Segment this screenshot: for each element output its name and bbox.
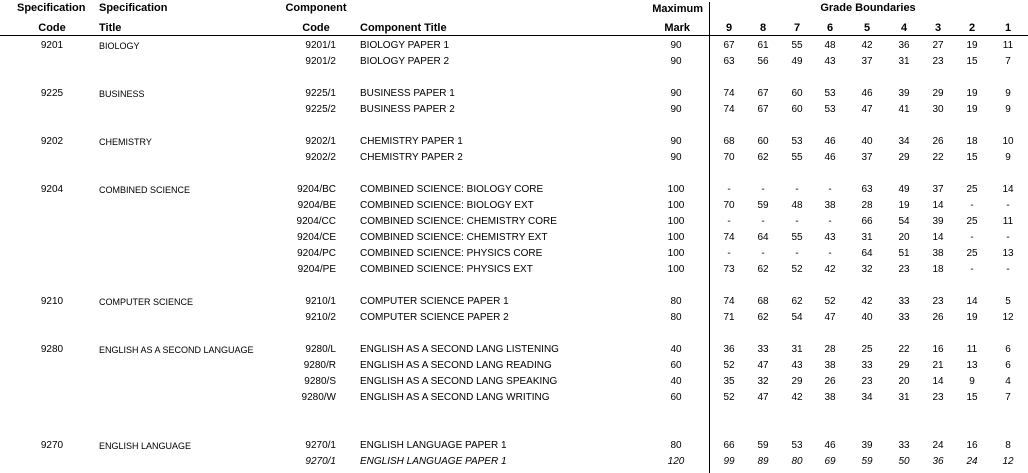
grade-boundary-6: 42 bbox=[824, 264, 836, 275]
grade-boundary-5: 25 bbox=[861, 344, 873, 355]
grade-boundary-2: - bbox=[970, 264, 974, 275]
maximum-mark: 100 bbox=[667, 184, 685, 195]
component-title: ENGLISH AS A SECOND LANG LISTENING bbox=[360, 344, 559, 355]
header-spec-code-line2: Code bbox=[38, 22, 66, 34]
grade-boundary-8: 33 bbox=[757, 344, 769, 355]
grade-boundary-7: 55 bbox=[791, 232, 803, 243]
grade-boundary-1: - bbox=[1006, 232, 1010, 243]
grade-boundary-9: 99 bbox=[723, 456, 735, 467]
spec-title: BIOLOGY bbox=[99, 41, 140, 51]
grade-boundary-9: - bbox=[727, 216, 731, 227]
component-title: CHEMISTRY PAPER 1 bbox=[360, 136, 463, 147]
grade-boundary-4: 20 bbox=[898, 232, 910, 243]
grade-boundary-9: 73 bbox=[723, 264, 735, 275]
spec-title: CHEMISTRY bbox=[99, 137, 152, 147]
grade-header-1: 1 bbox=[1004, 22, 1012, 34]
grade-boundary-6: 46 bbox=[824, 440, 836, 451]
component-title: COMBINED SCIENCE: CHEMISTRY CORE bbox=[360, 216, 557, 227]
component-code: 9204/PE bbox=[297, 264, 336, 275]
component-code: 9280/S bbox=[304, 376, 336, 387]
grade-boundary-9: 74 bbox=[723, 104, 735, 115]
grade-boundary-8: 62 bbox=[757, 312, 769, 323]
grade-boundary-2: 15 bbox=[966, 56, 978, 67]
grade-boundary-6: 53 bbox=[824, 88, 836, 99]
grade-boundary-3: 30 bbox=[932, 104, 944, 115]
grade-boundary-6: - bbox=[828, 248, 832, 259]
component-title: BUSINESS PAPER 1 bbox=[360, 88, 455, 99]
grade-boundary-8: 64 bbox=[757, 232, 769, 243]
grade-boundary-4: 39 bbox=[898, 88, 910, 99]
grade-boundary-5: 64 bbox=[861, 248, 873, 259]
grade-boundary-1: - bbox=[1006, 200, 1010, 211]
grade-boundary-3: 29 bbox=[932, 88, 944, 99]
grade-boundary-7: 80 bbox=[791, 456, 803, 467]
grade-boundary-9: 71 bbox=[723, 312, 735, 323]
grade-boundary-7: 55 bbox=[791, 40, 803, 51]
component-code: 9210/2 bbox=[305, 312, 336, 323]
spec-title: BUSINESS bbox=[99, 89, 145, 99]
component-code: 9270/1 bbox=[305, 456, 336, 467]
spec-code: 9201 bbox=[40, 40, 64, 51]
grade-boundary-9: 63 bbox=[723, 56, 735, 67]
grade-boundary-2: 25 bbox=[966, 248, 978, 259]
grade-boundary-7: 31 bbox=[791, 344, 803, 355]
grade-boundary-4: 19 bbox=[898, 200, 910, 211]
spec-code: 9225 bbox=[40, 88, 64, 99]
grade-boundary-5: 34 bbox=[861, 392, 873, 403]
header-spec-title-line1: Specification bbox=[99, 2, 168, 14]
grade-boundary-9: 67 bbox=[723, 40, 735, 51]
grade-boundary-4: 29 bbox=[898, 360, 910, 371]
grade-boundary-6: 69 bbox=[824, 456, 836, 467]
grade-boundary-1: 6 bbox=[1005, 344, 1011, 355]
maximum-mark: 90 bbox=[670, 152, 682, 163]
grade-boundary-3: 22 bbox=[932, 152, 944, 163]
component-title: ENGLISH LANGUAGE PAPER 1 bbox=[360, 440, 507, 451]
grade-boundary-4: 33 bbox=[898, 312, 910, 323]
maximum-mark: 120 bbox=[667, 456, 685, 467]
grade-boundary-1: 12 bbox=[1002, 456, 1014, 467]
grade-boundary-5: 23 bbox=[861, 376, 873, 387]
component-title: COMPUTER SCIENCE PAPER 1 bbox=[360, 296, 509, 307]
grade-boundary-5: 28 bbox=[861, 200, 873, 211]
grade-boundary-3: 37 bbox=[932, 184, 944, 195]
grade-boundary-7: 60 bbox=[791, 104, 803, 115]
component-code: 9202/1 bbox=[305, 136, 336, 147]
grade-boundary-9: 35 bbox=[723, 376, 735, 387]
grade-boundary-1: 9 bbox=[1005, 88, 1011, 99]
grade-boundary-9: 74 bbox=[723, 296, 735, 307]
grade-boundary-4: 49 bbox=[898, 184, 910, 195]
grade-boundary-2: - bbox=[970, 232, 974, 243]
grade-boundary-2: 15 bbox=[966, 392, 978, 403]
grade-boundary-1: 11 bbox=[1002, 216, 1014, 227]
grade-boundary-6: 48 bbox=[824, 40, 836, 51]
header-comp-code-line1: Component bbox=[285, 2, 347, 14]
component-code: 9204/BE bbox=[297, 200, 336, 211]
grade-boundary-1: 7 bbox=[1005, 392, 1011, 403]
component-title: BUSINESS PAPER 2 bbox=[360, 104, 455, 115]
grade-boundary-4: 50 bbox=[898, 456, 910, 467]
component-code: 9204/BC bbox=[297, 184, 336, 195]
grade-boundary-3: 27 bbox=[932, 40, 944, 51]
grade-boundary-8: 59 bbox=[757, 200, 769, 211]
grade-boundary-3: 26 bbox=[932, 312, 944, 323]
grade-boundary-9: 68 bbox=[723, 136, 735, 147]
maximum-mark: 100 bbox=[667, 264, 685, 275]
component-title: ENGLISH AS A SECOND LANG READING bbox=[360, 360, 552, 371]
component-code: 9280/W bbox=[301, 392, 336, 403]
grade-boundary-6: 38 bbox=[824, 200, 836, 211]
grade-boundary-9: 74 bbox=[723, 88, 735, 99]
maximum-mark: 40 bbox=[670, 376, 682, 387]
maximum-mark: 40 bbox=[670, 344, 682, 355]
component-title: COMBINED SCIENCE: PHYSICS EXT bbox=[360, 264, 533, 275]
grade-boundary-4: 33 bbox=[898, 440, 910, 451]
grade-boundary-1: 5 bbox=[1005, 296, 1011, 307]
grade-boundary-5: 66 bbox=[861, 216, 873, 227]
component-code: 9204/CC bbox=[296, 216, 336, 227]
grade-boundary-3: 36 bbox=[932, 456, 944, 467]
grade-boundary-5: 42 bbox=[861, 296, 873, 307]
maximum-mark: 60 bbox=[670, 392, 682, 403]
grade-boundary-3: 38 bbox=[932, 248, 944, 259]
grade-boundary-6: 26 bbox=[824, 376, 836, 387]
grade-boundary-7: - bbox=[795, 248, 799, 259]
grade-boundary-6: 28 bbox=[824, 344, 836, 355]
grade-boundary-2: 14 bbox=[966, 296, 978, 307]
grade-boundary-6: 43 bbox=[824, 56, 836, 67]
component-code: 9225/1 bbox=[305, 88, 336, 99]
spec-code: 9202 bbox=[40, 136, 64, 147]
grade-boundary-5: 47 bbox=[861, 104, 873, 115]
grade-boundary-6: 38 bbox=[824, 360, 836, 371]
maximum-mark: 90 bbox=[670, 136, 682, 147]
grade-boundary-8: 56 bbox=[757, 56, 769, 67]
grade-boundary-7: - bbox=[795, 184, 799, 195]
grade-boundary-4: 41 bbox=[898, 104, 910, 115]
component-title: COMBINED SCIENCE: CHEMISTRY EXT bbox=[360, 232, 548, 243]
grade-boundary-7: 52 bbox=[791, 264, 803, 275]
header-comp-title: Component Title bbox=[360, 22, 447, 34]
grade-header-2: 2 bbox=[968, 22, 976, 34]
grade-header-8: 8 bbox=[759, 22, 767, 34]
component-code: 9201/2 bbox=[305, 56, 336, 67]
grade-boundary-1: 13 bbox=[1002, 248, 1014, 259]
grade-boundary-7: 55 bbox=[791, 152, 803, 163]
grade-boundary-5: 31 bbox=[861, 232, 873, 243]
grade-boundary-2: 18 bbox=[966, 136, 978, 147]
header-max-line1: Maximum bbox=[652, 3, 703, 15]
grade-boundary-6: 46 bbox=[824, 136, 836, 147]
grade-boundary-6: 46 bbox=[824, 152, 836, 163]
grade-boundary-6: 47 bbox=[824, 312, 836, 323]
grade-boundary-5: 59 bbox=[861, 456, 873, 467]
spec-code: 9270 bbox=[40, 440, 64, 451]
grade-boundary-6: - bbox=[828, 216, 832, 227]
component-title: BIOLOGY PAPER 1 bbox=[360, 40, 450, 51]
component-title: CHEMISTRY PAPER 2 bbox=[360, 152, 463, 163]
grade-boundary-1: 9 bbox=[1005, 104, 1011, 115]
grade-boundary-1: 10 bbox=[1002, 136, 1014, 147]
grade-boundary-3: 23 bbox=[932, 392, 944, 403]
maximum-mark: 90 bbox=[670, 88, 682, 99]
grade-boundary-5: 33 bbox=[861, 360, 873, 371]
grade-boundary-2: 9 bbox=[969, 376, 975, 387]
grade-boundary-7: 43 bbox=[791, 360, 803, 371]
grade-boundary-4: 34 bbox=[898, 136, 910, 147]
grade-boundary-9: 74 bbox=[723, 232, 735, 243]
grade-boundary-1: - bbox=[1006, 264, 1010, 275]
component-code: 9210/1 bbox=[305, 296, 336, 307]
grade-boundary-6: 52 bbox=[824, 296, 836, 307]
maximum-mark: 80 bbox=[670, 296, 682, 307]
grade-boundary-7: 53 bbox=[791, 136, 803, 147]
grade-boundary-2: 19 bbox=[966, 104, 978, 115]
grade-boundary-7: 54 bbox=[791, 312, 803, 323]
grade-boundary-9: - bbox=[727, 248, 731, 259]
maximum-mark: 100 bbox=[667, 232, 685, 243]
grade-header-6: 6 bbox=[826, 22, 834, 34]
grade-boundary-8: 62 bbox=[757, 264, 769, 275]
grade-boundary-9: 66 bbox=[723, 440, 735, 451]
grade-boundary-3: 23 bbox=[932, 56, 944, 67]
grade-boundary-3: 14 bbox=[932, 200, 944, 211]
grade-boundary-8: 47 bbox=[757, 392, 769, 403]
grade-boundary-7: 49 bbox=[791, 56, 803, 67]
maximum-mark: 100 bbox=[667, 248, 685, 259]
grade-boundary-2: 24 bbox=[966, 456, 978, 467]
component-code: 9280/R bbox=[303, 360, 336, 371]
grade-boundary-7: - bbox=[795, 216, 799, 227]
grade-boundary-1: 7 bbox=[1005, 56, 1011, 67]
grade-boundary-8: 61 bbox=[757, 40, 769, 51]
component-code: 9204/PC bbox=[297, 248, 336, 259]
grade-boundary-4: 51 bbox=[898, 248, 910, 259]
grade-boundary-7: 60 bbox=[791, 88, 803, 99]
grade-boundary-9: 36 bbox=[723, 344, 735, 355]
grade-boundary-8: - bbox=[761, 184, 765, 195]
grade-boundary-6: - bbox=[828, 184, 832, 195]
grade-boundary-4: 33 bbox=[898, 296, 910, 307]
header-max-line2: Mark bbox=[664, 22, 690, 34]
maximum-mark: 90 bbox=[670, 56, 682, 67]
grade-boundary-3: 14 bbox=[932, 376, 944, 387]
grade-boundary-7: 53 bbox=[791, 440, 803, 451]
grade-boundary-8: - bbox=[761, 248, 765, 259]
grade-boundary-3: 21 bbox=[932, 360, 944, 371]
grade-boundary-1: 11 bbox=[1002, 40, 1014, 51]
grade-boundary-5: 42 bbox=[861, 40, 873, 51]
grade-boundary-2: 13 bbox=[966, 360, 978, 371]
grade-boundary-8: 67 bbox=[757, 88, 769, 99]
maximum-mark: 60 bbox=[670, 360, 682, 371]
grade-boundary-8: 62 bbox=[757, 152, 769, 163]
grade-boundary-7: 62 bbox=[791, 296, 803, 307]
grade-boundary-2: 16 bbox=[966, 440, 978, 451]
grade-boundary-3: 18 bbox=[932, 264, 944, 275]
component-code: 9280/L bbox=[305, 344, 336, 355]
grade-header-7: 7 bbox=[793, 22, 801, 34]
grade-boundary-4: 54 bbox=[898, 216, 910, 227]
grade-boundary-6: 43 bbox=[824, 232, 836, 243]
grade-boundary-9: 70 bbox=[723, 152, 735, 163]
grade-boundary-4: 20 bbox=[898, 376, 910, 387]
grade-boundary-2: 15 bbox=[966, 152, 978, 163]
grade-boundary-5: 37 bbox=[861, 152, 873, 163]
grade-boundary-2: 11 bbox=[966, 344, 978, 355]
spec-title: COMBINED SCIENCE bbox=[99, 185, 191, 195]
grade-boundary-2: 19 bbox=[966, 88, 978, 99]
grade-boundary-7: 29 bbox=[791, 376, 803, 387]
grade-boundary-3: 39 bbox=[932, 216, 944, 227]
component-title: COMBINED SCIENCE: BIOLOGY EXT bbox=[360, 200, 534, 211]
component-title: BIOLOGY PAPER 2 bbox=[360, 56, 450, 67]
grade-boundary-1: 6 bbox=[1005, 360, 1011, 371]
grade-boundary-9: 52 bbox=[723, 360, 735, 371]
component-title: COMPUTER SCIENCE PAPER 2 bbox=[360, 312, 509, 323]
header-divider bbox=[0, 35, 1028, 36]
grade-boundary-2: 19 bbox=[966, 312, 978, 323]
grade-column-divider bbox=[709, 2, 710, 473]
grade-boundary-3: 14 bbox=[932, 232, 944, 243]
header-spec-title-line2: Title bbox=[99, 22, 122, 34]
component-code: 9201/1 bbox=[305, 40, 336, 51]
grade-header-9: 9 bbox=[725, 22, 733, 34]
grade-boundary-2: 25 bbox=[966, 216, 978, 227]
grade-boundary-8: 68 bbox=[757, 296, 769, 307]
grade-boundary-1: 12 bbox=[1002, 312, 1014, 323]
grade-boundary-5: 46 bbox=[861, 88, 873, 99]
component-title: ENGLISH AS A SECOND LANG SPEAKING bbox=[360, 376, 558, 387]
spec-title: ENGLISH AS A SECOND LANGUAGE bbox=[99, 345, 254, 355]
component-code: 9225/2 bbox=[305, 104, 336, 115]
grade-header-5: 5 bbox=[863, 22, 871, 34]
grade-boundary-8: - bbox=[761, 216, 765, 227]
grade-boundary-4: 31 bbox=[898, 392, 910, 403]
grade-boundary-5: 32 bbox=[861, 264, 873, 275]
header-comp-code-line2: Code bbox=[302, 22, 330, 34]
grade-boundary-7: 48 bbox=[791, 200, 803, 211]
maximum-mark: 100 bbox=[667, 200, 685, 211]
grade-boundary-6: 38 bbox=[824, 392, 836, 403]
grade-boundary-1: 9 bbox=[1005, 152, 1011, 163]
grade-boundary-2: 19 bbox=[966, 40, 978, 51]
grade-boundary-1: 8 bbox=[1005, 440, 1011, 451]
grade-boundary-4: 29 bbox=[898, 152, 910, 163]
maximum-mark: 80 bbox=[670, 440, 682, 451]
maximum-mark: 90 bbox=[670, 40, 682, 51]
component-code: 9270/1 bbox=[305, 440, 336, 451]
grade-boundary-9: 52 bbox=[723, 392, 735, 403]
grade-boundary-3: 16 bbox=[932, 344, 944, 355]
component-title: ENGLISH LANGUAGE PAPER 1 bbox=[360, 456, 507, 467]
grade-boundary-5: 63 bbox=[861, 184, 873, 195]
grade-boundary-5: 39 bbox=[861, 440, 873, 451]
grade-boundary-8: 59 bbox=[757, 440, 769, 451]
grade-boundary-9: 70 bbox=[723, 200, 735, 211]
grade-boundary-3: 26 bbox=[932, 136, 944, 147]
grade-boundary-8: 67 bbox=[757, 104, 769, 115]
header-grade-boundaries: Grade Boundaries bbox=[820, 2, 916, 14]
component-title: COMBINED SCIENCE: BIOLOGY CORE bbox=[360, 184, 544, 195]
grade-boundary-7: 42 bbox=[791, 392, 803, 403]
spec-code: 9210 bbox=[40, 296, 64, 307]
grade-header-4: 4 bbox=[900, 22, 908, 34]
grade-boundary-1: 14 bbox=[1002, 184, 1014, 195]
grade-boundary-5: 37 bbox=[861, 56, 873, 67]
grade-boundary-2: - bbox=[970, 200, 974, 211]
grade-boundary-3: 23 bbox=[932, 296, 944, 307]
spec-code: 9204 bbox=[40, 184, 64, 195]
grade-boundary-1: 4 bbox=[1005, 376, 1011, 387]
spec-title: ENGLISH LANGUAGE bbox=[99, 441, 192, 451]
component-title: ENGLISH AS A SECOND LANG WRITING bbox=[360, 392, 550, 403]
grade-boundary-4: 31 bbox=[898, 56, 910, 67]
maximum-mark: 80 bbox=[670, 312, 682, 323]
grade-boundary-4: 36 bbox=[898, 40, 910, 51]
grade-header-3: 3 bbox=[934, 22, 942, 34]
maximum-mark: 100 bbox=[667, 216, 685, 227]
header-spec-code-line1: Specification bbox=[17, 2, 86, 14]
grade-boundary-9: - bbox=[727, 184, 731, 195]
grade-boundary-2: 25 bbox=[966, 184, 978, 195]
spec-code: 9280 bbox=[40, 344, 64, 355]
grade-boundary-8: 89 bbox=[757, 456, 769, 467]
grade-boundary-8: 32 bbox=[757, 376, 769, 387]
grade-boundary-4: 22 bbox=[898, 344, 910, 355]
grade-boundary-3: 24 bbox=[932, 440, 944, 451]
grade-boundary-8: 47 bbox=[757, 360, 769, 371]
grade-boundary-5: 40 bbox=[861, 312, 873, 323]
component-code: 9202/2 bbox=[305, 152, 336, 163]
component-code: 9204/CE bbox=[297, 232, 336, 243]
grade-boundary-5: 40 bbox=[861, 136, 873, 147]
component-title: COMBINED SCIENCE: PHYSICS CORE bbox=[360, 248, 543, 259]
grade-boundary-4: 23 bbox=[898, 264, 910, 275]
maximum-mark: 90 bbox=[670, 104, 682, 115]
grade-boundary-8: 60 bbox=[757, 136, 769, 147]
grade-boundary-6: 53 bbox=[824, 104, 836, 115]
spec-title: COMPUTER SCIENCE bbox=[99, 297, 194, 307]
